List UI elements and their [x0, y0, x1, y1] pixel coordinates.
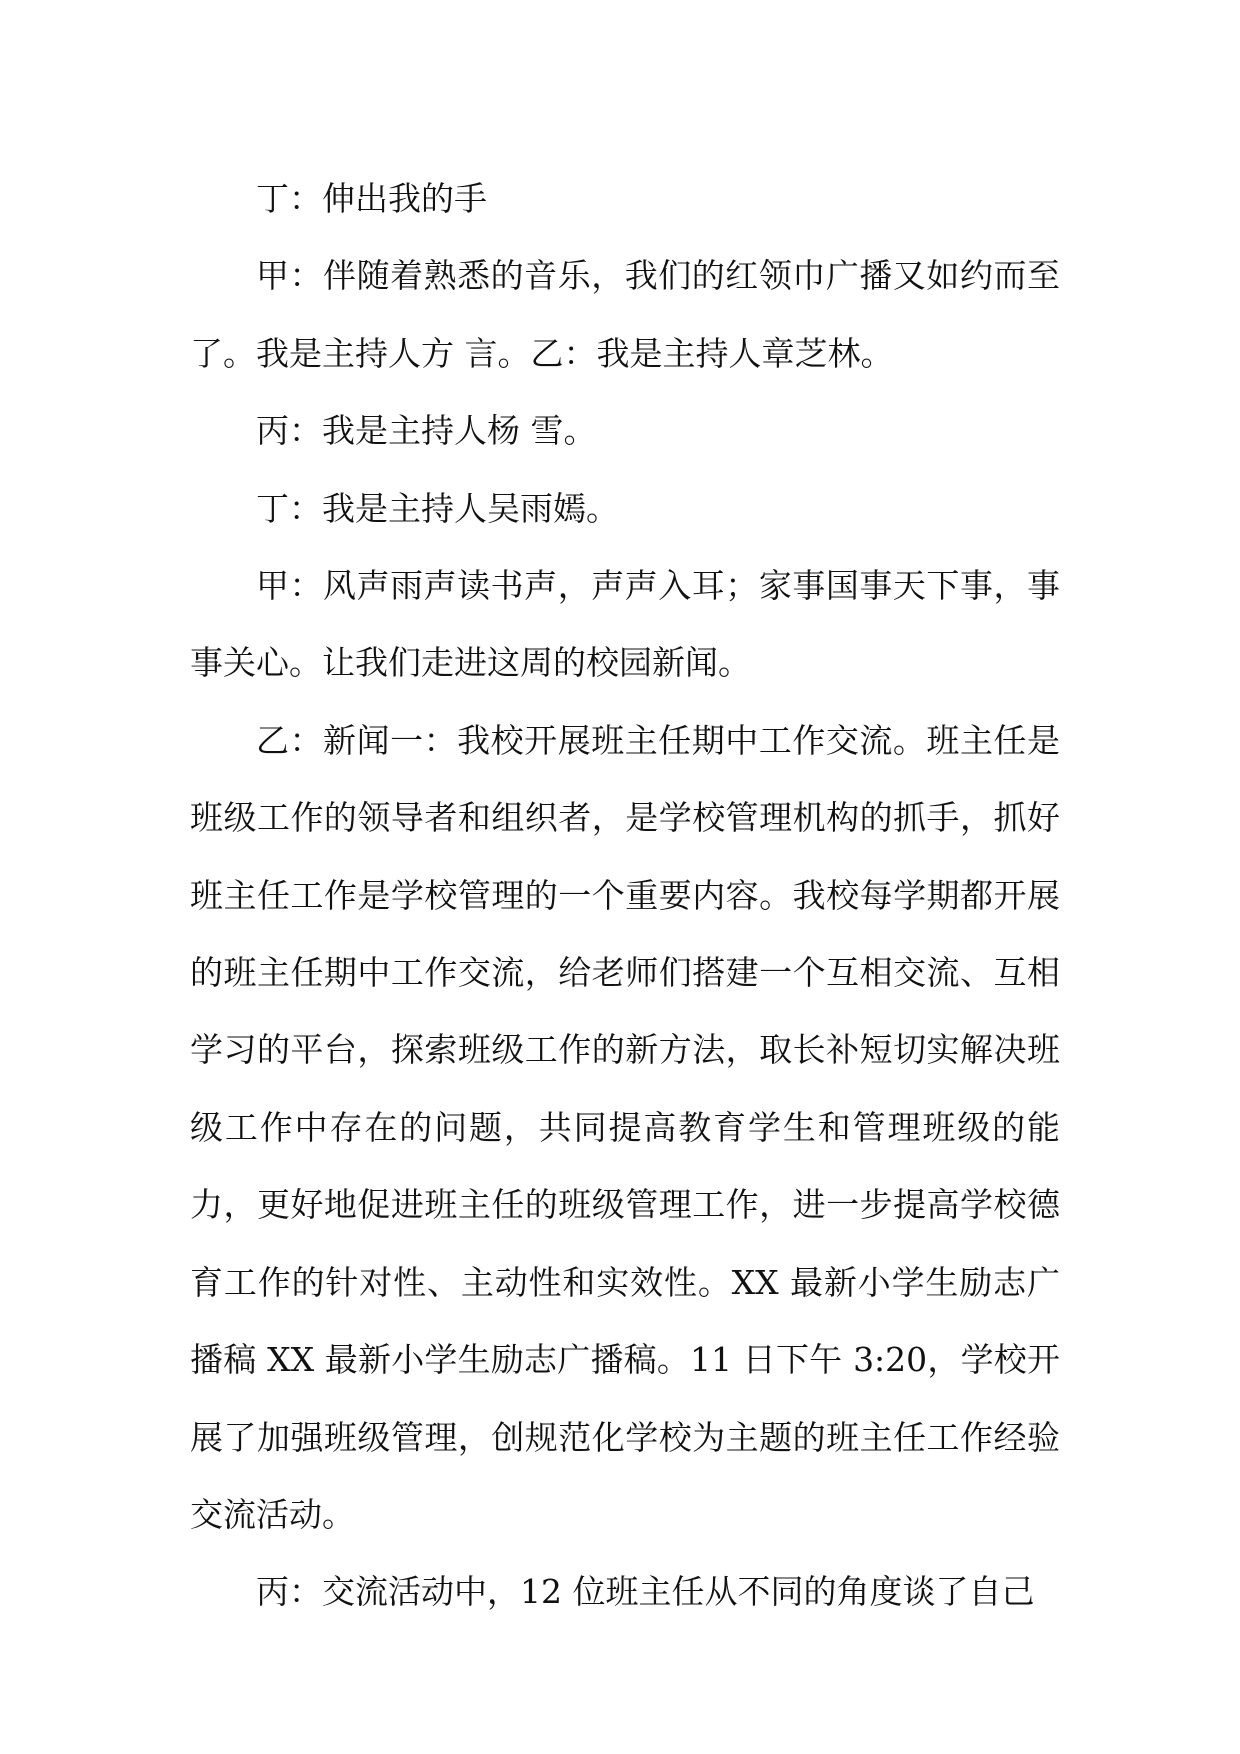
paragraph-jia-intro: 甲：伴随着熟悉的音乐，我们的红领巾广播又如约而至了。我是主持人方 言。乙：我是主持人章芝林。 — [190, 256, 1060, 373]
paragraph-ding-hand: 丁：伸出我的手 — [256, 179, 487, 218]
paragraph-bing-exchange: 丙：交流活动中，12 位班主任从不同的角度谈了自己 — [256, 1572, 1035, 1612]
paragraph-jia-news-lead: 甲：风声雨声读书声，声声入耳；家事国事天下事，事事关心。让我们走进这周的校园新闻。 — [190, 566, 1060, 683]
document-body — [190, 160, 1060, 1631]
paragraph-bing-intro: 丙：我是主持人杨 雪。 — [256, 411, 597, 451]
paragraph-yi-news-one: 乙：新闻一：我校开展班主任期中工作交流。班主任是班级工作的领导者和组织者，是学校管理机构的抓手，抓好班主任工作是学校管理的一个重要内容。我校每学期都开展的班主任期中工作交流，给老师们搭建一个互相交流、互相学习的平台，探索班级工作的新方法，取长补短切实解决班级工作中存在的问题，共同提高教育学生和管理班级的能力，更好地促进班主任的班级管理工作，进一步提高学校德育工作的针对性、主动性和实效性。XX 最新小学生励志广播稿 XX 最新小学生励志广播稿。11 日下午 3:20，学校开展了加强班级管理，创规范化学校为主题的班主任工作经验交流活动。 — [190, 720, 1060, 1534]
paragraph-ding-intro: 丁：我是主持人吴雨嫣。 — [256, 488, 619, 528]
